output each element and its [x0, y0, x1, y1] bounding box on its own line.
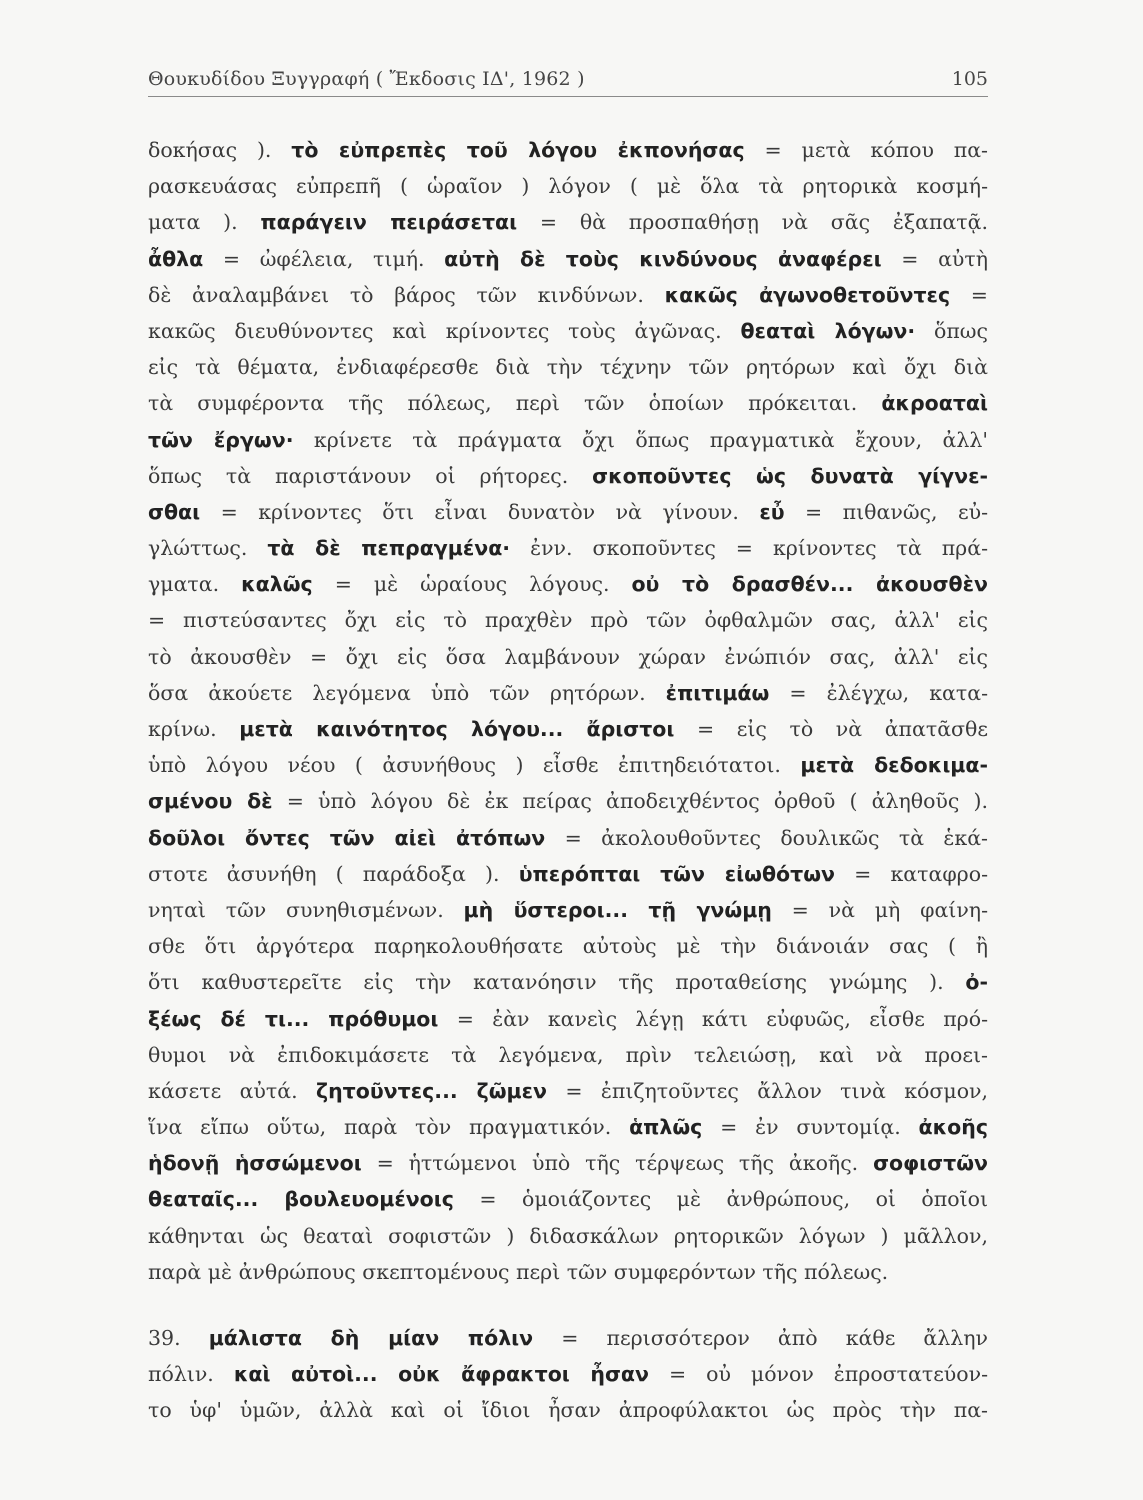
text-line — [148, 566, 988, 602]
lemma-term: σοφιστῶν — [873, 1151, 988, 1176]
gloss-text: ρασκευάσας εὐπρεπῆ ( ὡραῖον ) λόγον ( μὲ ὅλα τὰ ρητορικὰ κοσμή- — [148, 174, 988, 199]
text-line — [148, 602, 988, 638]
gloss-text: = ἡττώμενοι ὑπὸ τῆς τέρψεως τῆς ἀκοῆς. — [361, 1151, 874, 1176]
text-line — [148, 1254, 988, 1290]
gloss-text: τὰ συμφέροντα τῆς πόλεως, περὶ τῶν ὁποίων πρόκειται. — [148, 391, 882, 416]
gloss-text: = ἐὰν κανεὶς λέγῃ κάτι εὐφυῶς, εἶσθε πρό- — [438, 1006, 988, 1031]
lemma-term: κακῶς ἀγωνοθετοῦντες — [664, 282, 951, 307]
lemma-term: τὸ εὐπρεπὲς τοῦ λόγου ἐκπονήσας — [291, 138, 745, 162]
lemma-term: ἀκροαταὶ — [881, 391, 988, 416]
gloss-text: = ὁμοιάζοντες μὲ ἀνθρώπους, οἱ ὁποῖοι — [453, 1187, 988, 1212]
text-line — [148, 711, 988, 747]
gloss-text: εἰς τὰ θέματα, ἐνδιαφέρεσθε διὰ τὴν τέχνην τῶν ρητόρων καὶ ὄχι διὰ — [148, 355, 988, 380]
lemma-term: καὶ αὐτοὶ... οὐκ ἄφρακτοι ἦσαν — [233, 1362, 649, 1387]
gloss-text: τὸ ἀκουσθὲν = ὄχι εἰς ὅσα λαμβάνουν χώραν ἐνώπιόν σας, ἀλλ' εἰς — [148, 644, 988, 669]
gloss-text: κρίνετε τὰ πράγματα ὄχι ὅπως πραγματικὰ ἔχουν, ἀλλ' — [293, 427, 988, 452]
text-line — [148, 385, 988, 421]
gloss-text: γλώττως. — [148, 536, 268, 561]
gloss-text: κακῶς διευθύνοντες καὶ κρίνοντες τοὺς ἀγῶνας. — [148, 318, 741, 343]
gloss-text: = μὲ ὡραίους λόγους. — [312, 572, 632, 597]
lemma-term: ἀκοῆς — [918, 1115, 988, 1140]
lemma-term: παράγειν πειράσεται — [260, 210, 518, 235]
gloss-text: = ἐλέγχω, κατα- — [769, 680, 988, 705]
gloss-text: = νὰ μὴ φαίνη- — [771, 897, 988, 922]
text-line — [148, 168, 988, 204]
text-line — [148, 1037, 988, 1073]
gloss-text: στοτε ἀσυνήθη ( παράδοξα ). — [148, 861, 519, 886]
gloss-text: ἐνν. σκοποῦντες = κρίνοντες τὰ πρά- — [510, 536, 988, 561]
lemma-term: σμένου δὲ — [148, 789, 273, 814]
gloss-text: = οὐ μόνον ἐπροστατεύον- — [648, 1362, 988, 1387]
gloss-text: = θὰ προσπαθήσῃ νὰ σᾶς ἐξαπατᾷ. — [517, 210, 988, 235]
lemma-term: τῶν ἔργων· — [148, 427, 294, 452]
text-line — [148, 1320, 988, 1356]
gloss-text: = — [950, 282, 988, 307]
gloss-text: κάσετε αὐτά. — [148, 1078, 316, 1103]
gloss-text: = περισσότερον ἀπὸ κάθε ἄλλην — [533, 1326, 988, 1350]
lemma-term: τὰ δὲ πεπραγμένα· — [267, 536, 511, 561]
gloss-text: = πιθανῶς, εὐ- — [784, 499, 988, 524]
text-line — [148, 494, 988, 530]
text-line — [148, 204, 988, 240]
gloss-text: = ἐν συντομίᾳ. — [702, 1115, 919, 1140]
gloss-text: παρὰ μὲ ἀνθρώπους σκεπτομένους περὶ τῶν συμφερόντων τῆς πόλεως. — [148, 1259, 889, 1284]
text-line — [148, 1001, 988, 1037]
text-line — [148, 241, 988, 277]
lemma-term: ἆθλα — [148, 246, 204, 271]
text-line — [148, 1181, 988, 1217]
gloss-text: = εἰς τὸ νὰ ἀπατᾶσθε — [674, 717, 988, 741]
text-line — [148, 820, 988, 856]
lemma-term: ἁπλῶς — [629, 1115, 703, 1140]
gloss-text: = κρίνοντες ὅτι εἶναι δυνατὸν νὰ γίνουν. — [200, 499, 760, 524]
text-line — [148, 1145, 988, 1181]
lemma-term: αὐτὴ δὲ τοὺς κινδύνους ἀναφέρει — [444, 246, 882, 271]
lemma-term: ἡδονῇ ἡσσώμενοι — [148, 1151, 362, 1176]
gloss-text: ἵνα εἴπω οὕτω, παρὰ τὸν πραγματικόν. — [148, 1115, 630, 1140]
gloss-text: = ἐπιζητοῦντες ἄλλον τινὰ κόσμον, — [547, 1078, 988, 1103]
page-header — [148, 62, 988, 97]
text-line — [148, 675, 988, 711]
text-line — [148, 530, 988, 566]
lemma-term: ζητοῦντες... ζῶμεν — [315, 1078, 548, 1103]
gloss-text: το ὑφ' ὑμῶν, ἀλλὰ καὶ οἱ ἴδιοι ἦσαν ἀπροφύλακτοι ὡς πρὸς τὴν πα- — [148, 1398, 988, 1423]
gloss-text: ὅσα ἀκούετε λεγόμενα ὑπὸ τῶν ρητόρων. — [148, 680, 666, 705]
gloss-text: 39. — [148, 1326, 209, 1350]
gloss-text: δὲ ἀναλαμβάνει τὸ βάρος τῶν κινδύνων. — [148, 282, 665, 307]
gloss-text: πόλιν. — [148, 1362, 234, 1387]
lemma-term: μετὰ καινότητος λόγου... ἄριστοι — [239, 717, 675, 741]
lemma-term: ὀ- — [965, 970, 988, 995]
gloss-text: = ὠφέλεια, τιμή. — [203, 246, 445, 271]
gloss-text: θυμοι νὰ ἐπιδοκιμάσετε τὰ λεγόμενα, πρὶν τελειώσῃ, καὶ νὰ προει- — [148, 1042, 988, 1067]
gloss-text: κρίνω. — [148, 717, 240, 741]
text-line — [148, 1073, 988, 1109]
text-line — [148, 1392, 988, 1428]
text-line — [148, 422, 988, 458]
text-line — [148, 892, 988, 928]
text-line — [148, 1218, 988, 1254]
lemma-term: δοῦλοι ὄντες τῶν αἰεὶ ἀτόπων — [148, 825, 546, 850]
lemma-term: μὴ ὕστεροι... τῇ γνώμῃ — [463, 897, 772, 922]
text-line — [148, 1356, 988, 1392]
gloss-text: = αὐτὴ — [881, 246, 988, 271]
gloss-text: ὑπὸ λόγου νέου ( ἀσυνήθους ) εἶσθε ἐπιτηδειότατοι. — [148, 753, 801, 778]
gloss-text: ὅτι καθυστερεῖτε εἰς τὴν κατανόησιν τῆς προταθείσης γνώμης ). — [148, 970, 966, 995]
lemma-term: ὑπερόπται τῶν εἰωθότων — [518, 861, 835, 886]
gloss-text: = ὑπὸ λόγου δὲ ἐκ πείρας ἀποδειχθέντος ὀρθοῦ ( ἀληθοῦς ). — [272, 789, 988, 814]
body-text — [148, 132, 988, 1429]
lemma-term: καλῶς — [241, 572, 313, 597]
lemma-term: σκοποῦντες ὡς δυνατὰ γίγνε- — [592, 463, 988, 488]
text-line — [148, 856, 988, 892]
gloss-text: = ἀκολουθοῦντες δουλικῶς τὰ ἑκά- — [545, 825, 988, 850]
lemma-term: εὖ — [759, 499, 785, 524]
gloss-text: ματα ). — [148, 210, 261, 235]
gloss-text: ὅπως τὰ παριστάνουν οἱ ρήτορες. — [148, 463, 593, 488]
text-line — [148, 639, 988, 675]
text-line — [148, 349, 988, 385]
gloss-text: κάθηνται ὡς θεαταὶ σοφιστῶν ) διδασκάλων ρητορικῶν λόγων ) μᾶλλον, — [148, 1223, 988, 1248]
gloss-text: σθε ὅτι ἀργότερα παρηκολουθήσατε αὐτοὺς μὲ τὴν διάνοιάν σας ( ἢ — [148, 934, 988, 959]
running-title: Θουκυδίδου Ξυγγραφή ( Ἔκδοσις ΙΔ', 1962 ) — [148, 68, 585, 90]
text-line — [148, 1109, 988, 1145]
text-line — [148, 747, 988, 783]
lemma-term: μετὰ δεδοκιμα- — [800, 753, 988, 778]
gloss-text: = καταφρο- — [834, 861, 988, 886]
text-line — [148, 964, 988, 1000]
gloss-text: = μετὰ κόπου πα- — [744, 138, 988, 162]
lemma-term: ξέως δέ τι... πρόθυμοι — [148, 1006, 439, 1031]
lemma-term: μάλιστα δὴ μίαν πόλιν — [208, 1326, 534, 1350]
text-line — [148, 928, 988, 964]
page-number: 105 — [951, 68, 988, 90]
lemma-term: θεαταὶ λόγων· — [740, 318, 916, 343]
text-line — [148, 132, 988, 168]
lemma-term: σθαι — [148, 499, 201, 524]
text-line — [148, 783, 988, 819]
gloss-text: δοκήσας ). — [148, 138, 292, 162]
lemma-term: θεαταῖς... βουλευομένοις — [148, 1187, 454, 1212]
lemma-term: ἐπιτιμάω — [665, 680, 770, 705]
gloss-text: νηταὶ τῶν συνηθισμένων. — [148, 897, 464, 922]
text-line — [148, 458, 988, 494]
lemma-term: οὐ τὸ δρασθέν... ἀκουσθὲν — [631, 572, 988, 597]
gloss-text: ὅπως — [915, 318, 988, 343]
text-line — [148, 313, 988, 349]
text-line — [148, 277, 988, 313]
gloss-text: = πιστεύσαντες ὄχι εἰς τὸ πραχθὲν πρὸ τῶν ὀφθαλμῶν σας, ἀλλ' εἰς — [148, 608, 988, 633]
gloss-text: γματα. — [148, 572, 242, 597]
